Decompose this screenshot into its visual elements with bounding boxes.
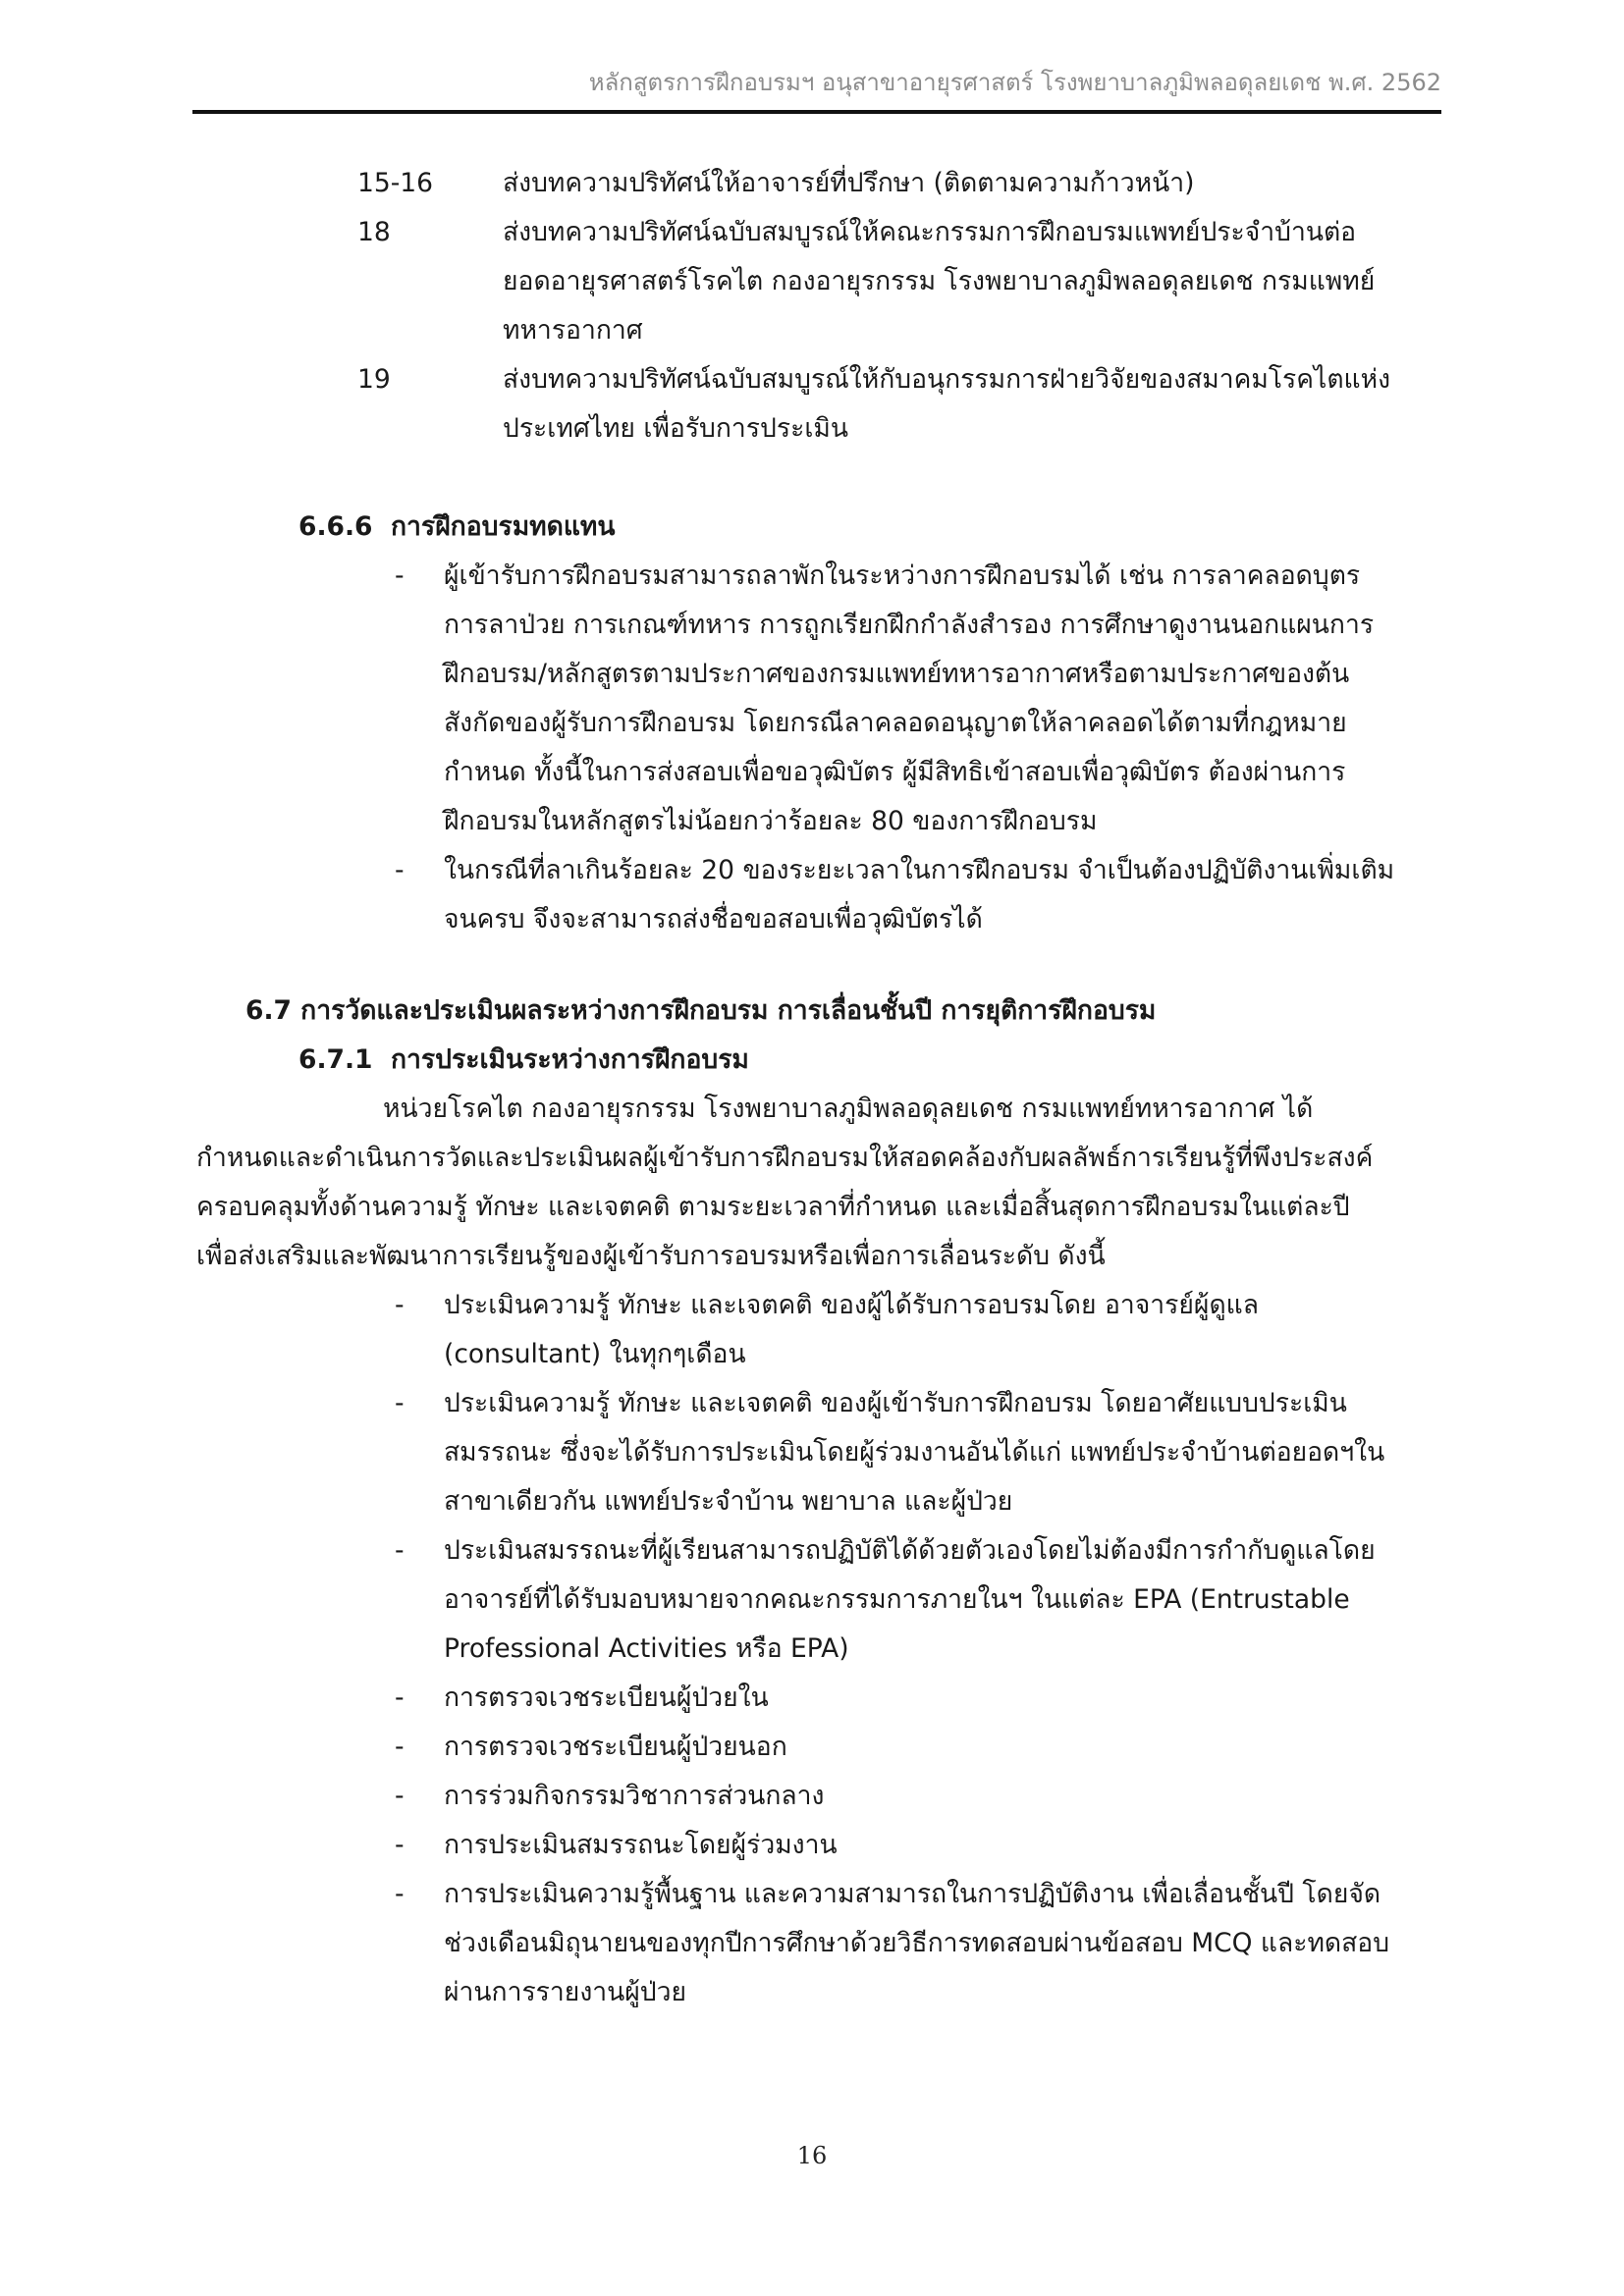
schedule-item-line: ประเทศไทย เพื่อรับการประเมิน xyxy=(503,413,848,444)
bullet-line: การลาป่วย การเกณฑ์ทหาร การถูกเรียกฝึกกำลังสำรอง การศึกษาดูงานนอกแผนการ xyxy=(444,610,1375,640)
bullet-line: ฝึกอบรมในหลักสูตรไม่น้อยกว่าร้อยละ 80 ของการฝึกอบรม xyxy=(444,806,1098,836)
bullet-line: ในกรณีที่ลาเกินร้อยละ 20 ของระยะเวลาในการฝึกอบรม จำเป็นต้องปฏิบัติงานเพิ่มเติม xyxy=(444,855,1395,885)
bullet-line: ประเมินความรู้ ทักษะ และเจตคติ ของผู้เข้ารับการฝึกอบรม โดยอาศัยแบบประเมิน xyxy=(444,1388,1347,1418)
bullet-line: อาจารย์ที่ได้รับมอบหมายจากคณะกรรมการภายในฯ ในแต่ละ EPA (Entrustable xyxy=(444,1584,1350,1615)
schedule-week: 15-16 xyxy=(357,168,434,198)
schedule-week: 19 xyxy=(357,364,391,395)
schedule-item-line: ยอดอายุรศาสตร์โรคไต กองอายุรกรรม โรงพยาบาลภูมิพลอดุลยเดช กรมแพทย์ xyxy=(503,266,1376,296)
bullet-line: สาขาเดียวกัน แพทย์ประจำบ้าน พยาบาล และผู้ป่วย xyxy=(444,1486,1013,1517)
section-number: 6.6.6 xyxy=(298,511,373,542)
running-header: หลักสูตรการฝึกอบรมฯ อนุสาขาอายุรศาสตร์ โรงพยาบาลภูมิพลอดุลยเดช พ.ศ. 2562 xyxy=(588,69,1441,96)
bullet-marker: - xyxy=(395,1682,405,1713)
bullet-line: การประเมินสมรรถนะโดยผู้ร่วมงาน xyxy=(444,1830,838,1860)
schedule-item-line: ส่งบทความปริทัศน์ฉบับสมบูรณ์ให้กับอนุกรรมการฝ่ายวิจัยของสมาคมโรคไตแห่ง xyxy=(503,364,1391,395)
bullet-marker: - xyxy=(395,1535,405,1566)
bullet-line: จนครบ จึงจะสามารถส่งชื่อขอสอบเพื่อวุฒิบัตรได้ xyxy=(444,904,983,934)
bullet-line: Professional Activities หรือ EPA) xyxy=(444,1633,849,1664)
bullet-marker: - xyxy=(395,1830,405,1860)
bullet-marker: - xyxy=(395,1388,405,1418)
bullet-line: ผู้เข้ารับการฝึกอบรมสามารถลาพักในระหว่างการฝึกอบรมได้ เช่น การลาคลอดบุตร xyxy=(444,561,1361,591)
bullet-line: (consultant) ในทุกๆเดือน xyxy=(444,1339,746,1369)
bullet-line: สมรรถนะ ซึ่งจะได้รับการประเมินโดยผู้ร่วมงานอันได้แก่ แพทย์ประจำบ้านต่อยอดฯใน xyxy=(444,1437,1385,1468)
section-title: การฝึกอบรมทดแทน xyxy=(391,511,616,542)
section-number: 6.7.1 xyxy=(298,1044,373,1075)
bullet-marker: - xyxy=(395,1781,405,1811)
schedule-item-line: ทหารอากาศ xyxy=(503,315,643,346)
bullet-marker: - xyxy=(395,1732,405,1762)
bullet-line: ประเมินความรู้ ทักษะ และเจตคติ ของผู้ได้รับการอบรมโดย อาจารย์ผู้ดูแล xyxy=(444,1290,1259,1320)
paragraph-line: กำหนดและดำเนินการวัดและประเมินผลผู้เข้ารับการฝึกอบรมให้สอดคล้องกับผลลัพธ์การเรียนรู้ที่พึงประสงค์ xyxy=(196,1143,1374,1173)
bullet-line: การตรวจเวชระเบียนผู้ป่วยนอก xyxy=(444,1732,787,1762)
bullet-line: กำหนด ทั้งนี้ในการส่งสอบเพื่อขอวุฒิบัตร ผู้มีสิทธิเข้าสอบเพื่อวุฒิบัตร ต้องผ่านการ xyxy=(444,757,1346,787)
bullet-marker: - xyxy=(395,561,405,591)
schedule-week: 18 xyxy=(357,217,391,247)
bullet-marker: - xyxy=(395,1290,405,1320)
bullet-line: การประเมินความรู้พื้นฐาน และความสามารถในการปฏิบัติงาน เพื่อเลื่อนชั้นปี โดยจัด xyxy=(444,1879,1381,1909)
paragraph-line: ครอบคลุมทั้งด้านความรู้ ทักษะ และเจตคติ ตามระยะเวลาที่กำหนด และเมื่อสิ้นสุดการฝึกอบรมในแต่ละปี xyxy=(196,1192,1350,1222)
bullet-line: สังกัดของผู้รับการฝึกอบรม โดยกรณีลาคลอดอนุญาตให้ลาคลอดได้ตามที่กฎหมาย xyxy=(444,708,1347,738)
section-heading: 6.7 การวัดและประเมินผลระหว่างการฝึกอบรม การเลื่อนชั้นปี การยุติการฝึกอบรม xyxy=(245,995,1157,1026)
schedule-item-line: ส่งบทความปริทัศน์ให้อาจารย์ที่ปรึกษา (ติดตามความก้าวหน้า) xyxy=(503,168,1195,198)
paragraph-line: หน่วยโรคไต กองอายุรกรรม โรงพยาบาลภูมิพลอดุลยเดช กรมแพทย์ทหารอากาศ ได้ xyxy=(383,1094,1314,1124)
header-rule xyxy=(192,110,1441,114)
schedule-item-line: ส่งบทความปริทัศน์ฉบับสมบูรณ์ให้คณะกรรมการฝึกอบรมแพทย์ประจำบ้านต่อ xyxy=(503,217,1357,247)
bullet-marker: - xyxy=(395,1879,405,1909)
bullet-line: ช่วงเดือนมิถุนายนของทุกปีการศึกษาด้วยวิธีการทดสอบผ่านข้อสอบ MCQ และทดสอบ xyxy=(444,1928,1390,1958)
section-title: การประเมินระหว่างการฝึกอบรม xyxy=(391,1044,749,1075)
bullet-line: การตรวจเวชระเบียนผู้ป่วยใน xyxy=(444,1682,769,1713)
bullet-marker: - xyxy=(395,855,405,885)
bullet-line: ประเมินสมรรถนะที่ผู้เรียนสามารถปฏิบัติได้ด้วยตัวเองโดยไม่ต้องมีการกำกับดูแลโดย xyxy=(444,1535,1376,1566)
bullet-line: ฝึกอบรม/หลักสูตรตามประกาศของกรมแพทย์ทหารอากาศหรือตามประกาศของต้น xyxy=(444,659,1350,689)
page-number: 16 xyxy=(796,2142,828,2169)
bullet-line: การร่วมกิจกรรมวิชาการส่วนกลาง xyxy=(444,1781,825,1811)
paragraph-line: เพื่อส่งเสริมและพัฒนาการเรียนรู้ของผู้เข้ารับการอบรมหรือเพื่อการเลื่อนระดับ ดังนี้ xyxy=(196,1241,1106,1271)
bullet-line: ผ่านการรายงานผู้ป่วย xyxy=(444,1977,687,2007)
